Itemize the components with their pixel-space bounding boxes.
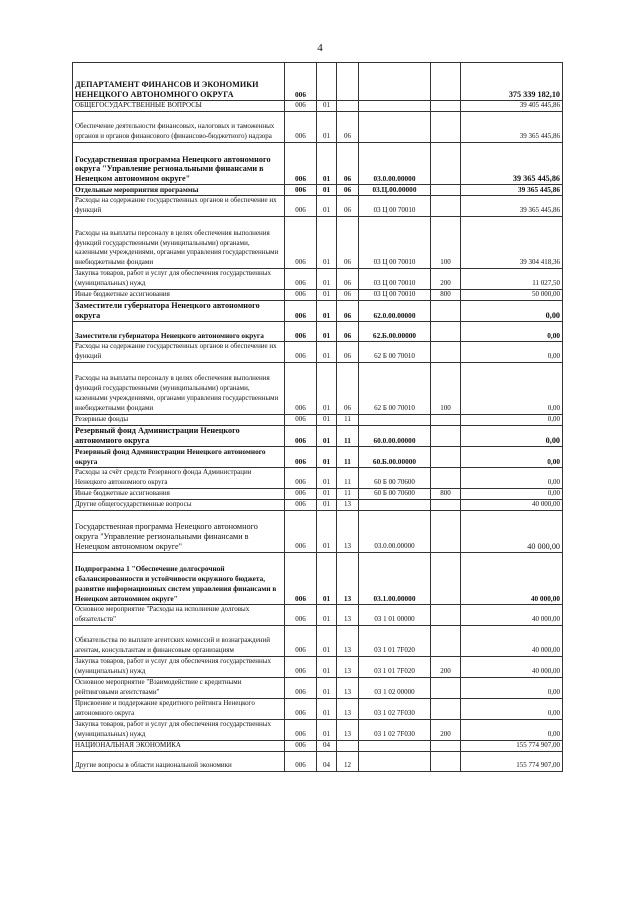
subsection-code: 13 xyxy=(337,719,359,740)
ved-code: 006 xyxy=(285,143,317,185)
table-row xyxy=(73,604,563,625)
subsection-code xyxy=(337,63,359,101)
section-code: 01 xyxy=(317,217,337,269)
amount: 39 365 445,86 xyxy=(461,112,563,143)
section-code: 01 xyxy=(317,112,337,143)
expense-type-code xyxy=(431,552,461,604)
amount: 40 000,00 xyxy=(461,552,563,604)
subsection-code: 06 xyxy=(337,112,359,143)
subsection-code xyxy=(337,101,359,112)
target-article-code: 60 Б 00 70600 xyxy=(359,467,431,488)
amount: 40 000,00 xyxy=(461,625,563,656)
item-name: Заместители губернатора Ненецкого автономного округа xyxy=(73,321,285,341)
table-row xyxy=(73,63,563,101)
table-row xyxy=(73,552,563,604)
subsection-code: 12 xyxy=(337,751,359,771)
ved-code: 006 xyxy=(285,751,317,771)
subsection-code: 13 xyxy=(337,499,359,510)
table-row xyxy=(73,499,563,510)
amount: 39 365 445,86 xyxy=(461,185,563,196)
item-name: Заместители губернатора Ненецкого автономного округа xyxy=(73,301,285,322)
subsection-code: 06 xyxy=(337,321,359,341)
page-number: 4 xyxy=(317,42,323,54)
subsection-code: 11 xyxy=(337,425,359,446)
target-article-code: 60 Б 00 70600 xyxy=(359,488,431,499)
item-name: Государственная программа Ненецкого автономного округа "Управление региональными финансами в Ненецком автономном округе" xyxy=(73,510,285,552)
ved-code: 006 xyxy=(285,719,317,740)
target-article-code: 03.Ц.00.00000 xyxy=(359,185,431,196)
amount: 0,00 xyxy=(461,467,563,488)
item-name: НАЦИОНАЛЬНАЯ ЭКОНОМИКА xyxy=(73,740,285,751)
ved-code: 006 xyxy=(285,488,317,499)
item-name: Расходы на выплаты персоналу в целях обеспечения выполнения функций государственными (муниципальными) органами, казенными учреждениями, органами управления государственными внебюджетными фондами xyxy=(73,217,285,269)
expense-type-code xyxy=(431,625,461,656)
item-name: Обязательства по выплате агентских комиссий и вознаграждений агентам, консультантам и финансовым организациям xyxy=(73,625,285,656)
subsection-code: 13 xyxy=(337,677,359,698)
item-name: Иные бюджетные ассигнования xyxy=(73,488,285,499)
expense-type-code xyxy=(431,196,461,217)
subsection-code: 06 xyxy=(337,341,359,362)
subsection-code: 13 xyxy=(337,625,359,656)
ved-code: 006 xyxy=(285,269,317,290)
table-row xyxy=(73,740,563,751)
section-code: 01 xyxy=(317,488,337,499)
item-name: Резервный фонд Администрации Ненецкого автономного округа xyxy=(73,425,285,446)
amount: 39 365 445,86 xyxy=(461,196,563,217)
table-row xyxy=(73,488,563,499)
item-name: Присвоение и поддержание кредитного рейтинга Ненецкого автономного округа xyxy=(73,698,285,719)
target-article-code xyxy=(359,499,431,510)
item-name: Отдельные мероприятия программы xyxy=(73,185,285,196)
ved-code: 006 xyxy=(285,467,317,488)
section-code: 01 xyxy=(317,290,337,301)
target-article-code: 62.0.00.00000 xyxy=(359,301,431,322)
expense-type-code: 200 xyxy=(431,719,461,740)
amount: 0,00 xyxy=(461,414,563,425)
target-article-code xyxy=(359,101,431,112)
target-article-code: 62.Б.00.00000 xyxy=(359,321,431,341)
amount: 155 774 907,00 xyxy=(461,740,563,751)
ved-code: 006 xyxy=(285,112,317,143)
expense-type-code xyxy=(431,499,461,510)
subsection-code: 13 xyxy=(337,510,359,552)
target-article-code: 60.Б.00.00000 xyxy=(359,446,431,467)
item-name: Иные бюджетные ассигнования xyxy=(73,290,285,301)
item-name: Государственная программа Ненецкого автономного округа "Управление региональными финансами в Ненецком автономном округе" xyxy=(73,143,285,185)
expense-type-code xyxy=(431,143,461,185)
subsection-code: 11 xyxy=(337,446,359,467)
ved-code: 006 xyxy=(285,196,317,217)
item-name: Расходы на содержание государственных органов и обеспечение их функций xyxy=(73,196,285,217)
expense-type-code xyxy=(431,446,461,467)
ved-code: 006 xyxy=(285,740,317,751)
section-code: 04 xyxy=(317,740,337,751)
expense-type-code xyxy=(431,604,461,625)
target-article-code: 03 1 01 00000 xyxy=(359,604,431,625)
item-name: Закупка товаров, работ и услуг для обеспечения государственных (муниципальных) нужд xyxy=(73,719,285,740)
expense-type-code xyxy=(431,751,461,771)
target-article-code: 03 1 02 7F030 xyxy=(359,719,431,740)
table-row xyxy=(73,269,563,290)
ved-code: 006 xyxy=(285,362,317,414)
section-code: 01 xyxy=(317,269,337,290)
item-name: Другие вопросы в области национальной экономики xyxy=(73,751,285,771)
subsection-code: 11 xyxy=(337,414,359,425)
expense-type-code: 100 xyxy=(431,362,461,414)
table-row xyxy=(73,751,563,771)
subsection-code: 06 xyxy=(337,290,359,301)
amount: 0,00 xyxy=(461,425,563,446)
expense-type-code xyxy=(431,341,461,362)
section-code: 01 xyxy=(317,499,337,510)
ved-code: 006 xyxy=(285,101,317,112)
ved-code: 006 xyxy=(285,604,317,625)
amount: 39 304 418,36 xyxy=(461,217,563,269)
subsection-code: 13 xyxy=(337,604,359,625)
subsection-code xyxy=(337,740,359,751)
table-row xyxy=(73,656,563,677)
table-row xyxy=(73,301,563,322)
subsection-code: 13 xyxy=(337,656,359,677)
target-article-code: 03 Ц 00 70010 xyxy=(359,196,431,217)
ved-code: 006 xyxy=(285,698,317,719)
amount: 40 000,00 xyxy=(461,656,563,677)
target-article-code: 03.1.00.00000 xyxy=(359,552,431,604)
amount: 11 027,50 xyxy=(461,269,563,290)
ved-code: 006 xyxy=(285,185,317,196)
section-code: 01 xyxy=(317,719,337,740)
amount: 0,00 xyxy=(461,698,563,719)
table-row xyxy=(73,101,563,112)
target-article-code: 03 1 02 7F030 xyxy=(359,698,431,719)
item-name: Основное мероприятие "Расходы на исполнение долговых обязательств" xyxy=(73,604,285,625)
section-code: 01 xyxy=(317,185,337,196)
table-row xyxy=(73,510,563,552)
table-row xyxy=(73,217,563,269)
section-code: 01 xyxy=(317,341,337,362)
item-name: Закупка товаров, работ и услуг для обеспечения государственных (муниципальных) нужд xyxy=(73,269,285,290)
expense-type-code xyxy=(431,414,461,425)
expense-type-code xyxy=(431,63,461,101)
target-article-code xyxy=(359,751,431,771)
table-row xyxy=(73,185,563,196)
expense-type-code: 100 xyxy=(431,217,461,269)
table-row xyxy=(73,677,563,698)
section-code: 01 xyxy=(317,425,337,446)
subsection-code: 11 xyxy=(337,467,359,488)
target-article-code: 03.0.00.00000 xyxy=(359,143,431,185)
section-code: 01 xyxy=(317,467,337,488)
expense-type-code: 200 xyxy=(431,656,461,677)
section-code: 01 xyxy=(317,321,337,341)
item-name: Резервный фонд Администрации Ненецкого автономного округа xyxy=(73,446,285,467)
section-code: 01 xyxy=(317,446,337,467)
amount: 0,00 xyxy=(461,719,563,740)
ved-code: 006 xyxy=(285,290,317,301)
expense-type-code xyxy=(431,467,461,488)
target-article-code: 60.0.00.00000 xyxy=(359,425,431,446)
expense-type-code: 800 xyxy=(431,290,461,301)
table-row xyxy=(73,362,563,414)
item-name: Обеспечение деятельности финансовых, налоговых и таможенных органов и органов финансового (финансово-бюджетного) надзора xyxy=(73,112,285,143)
target-article-code: 62 Б 00 70010 xyxy=(359,341,431,362)
table-row xyxy=(73,719,563,740)
ved-code: 006 xyxy=(285,63,317,101)
ved-code: 006 xyxy=(285,414,317,425)
ved-code: 006 xyxy=(285,656,317,677)
table-row xyxy=(73,625,563,656)
target-article-code: 03.0.00.00000 xyxy=(359,510,431,552)
table-row xyxy=(73,196,563,217)
section-code: 01 xyxy=(317,677,337,698)
expense-type-code xyxy=(431,321,461,341)
target-article-code: 03 Ц 00 70010 xyxy=(359,217,431,269)
amount: 39 365 445,86 xyxy=(461,143,563,185)
amount: 50 000,00 xyxy=(461,290,563,301)
section-code: 01 xyxy=(317,656,337,677)
section-code: 04 xyxy=(317,751,337,771)
table-row xyxy=(73,290,563,301)
target-article-code: 03 1 02 00000 xyxy=(359,677,431,698)
item-name: Расходы на содержание государственных органов и обеспечение их функций xyxy=(73,341,285,362)
target-article-code: 03 Ц 00 70010 xyxy=(359,290,431,301)
expense-type-code xyxy=(431,698,461,719)
target-article-code: 03 1 01 7F020 xyxy=(359,625,431,656)
expense-type-code xyxy=(431,112,461,143)
section-code: 01 xyxy=(317,625,337,656)
ved-code: 006 xyxy=(285,217,317,269)
ved-code: 006 xyxy=(285,499,317,510)
subsection-code: 06 xyxy=(337,196,359,217)
amount: 155 774 907,00 xyxy=(461,751,563,771)
table-row xyxy=(73,467,563,488)
subsection-code: 13 xyxy=(337,698,359,719)
amount: 0,00 xyxy=(461,488,563,499)
section-code: 01 xyxy=(317,414,337,425)
expense-type-code: 800 xyxy=(431,488,461,499)
section-code: 01 xyxy=(317,552,337,604)
subsection-code: 13 xyxy=(337,552,359,604)
section-code: 01 xyxy=(317,362,337,414)
amount: 0,00 xyxy=(461,362,563,414)
amount: 375 339 182,10 xyxy=(461,63,563,101)
item-name: ДЕПАРТАМЕНТ ФИНАНСОВ И ЭКОНОМИКИ НЕНЕЦКОГО АВТОНОМНОГО ОКРУГА xyxy=(73,63,285,101)
target-article-code xyxy=(359,112,431,143)
subsection-code: 06 xyxy=(337,185,359,196)
amount: 40 000,00 xyxy=(461,499,563,510)
section-code: 01 xyxy=(317,143,337,185)
amount: 0,00 xyxy=(461,341,563,362)
item-name: Закупка товаров, работ и услуг для обеспечения государственных (муниципальных) нужд xyxy=(73,656,285,677)
table-row xyxy=(73,143,563,185)
expense-type-code xyxy=(431,301,461,322)
target-article-code xyxy=(359,63,431,101)
expense-type-code xyxy=(431,101,461,112)
item-name: Основное мероприятие "Взаимодействие с кредитными рейтинговыми агентствами" xyxy=(73,677,285,698)
amount: 0,00 xyxy=(461,301,563,322)
ved-code: 006 xyxy=(285,321,317,341)
table-row xyxy=(73,414,563,425)
item-name: Расходы за счёт средств Резервного фонда Администрации Ненецкого автономного округа xyxy=(73,467,285,488)
ved-code: 006 xyxy=(285,341,317,362)
table-row xyxy=(73,698,563,719)
amount: 40 000,00 xyxy=(461,510,563,552)
section-code: 01 xyxy=(317,698,337,719)
expense-type-code xyxy=(431,510,461,552)
amount: 0,00 xyxy=(461,677,563,698)
amount: 0,00 xyxy=(461,446,563,467)
section-code: 01 xyxy=(317,196,337,217)
ved-code: 006 xyxy=(285,625,317,656)
subsection-code: 06 xyxy=(337,217,359,269)
amount: 39 405 445,86 xyxy=(461,101,563,112)
section-code: 01 xyxy=(317,101,337,112)
item-name: Резервные фонды xyxy=(73,414,285,425)
ved-code: 006 xyxy=(285,425,317,446)
target-article-code xyxy=(359,414,431,425)
expense-type-code xyxy=(431,740,461,751)
amount: 0,00 xyxy=(461,321,563,341)
table-row xyxy=(73,425,563,446)
target-article-code: 03 Ц 00 70010 xyxy=(359,269,431,290)
ved-code: 006 xyxy=(285,510,317,552)
expense-type-code xyxy=(431,425,461,446)
section-code xyxy=(317,63,337,101)
subsection-code: 06 xyxy=(337,362,359,414)
item-name: Расходы на выплаты персоналу в целях обеспечения выполнения функций государственными (муниципальными) органами, казенными учреждениями, органами управления государственными внебюджетными фондами xyxy=(73,362,285,414)
section-code: 01 xyxy=(317,604,337,625)
expense-type-code: 200 xyxy=(431,269,461,290)
ved-code: 006 xyxy=(285,677,317,698)
section-code: 01 xyxy=(317,510,337,552)
ved-code: 006 xyxy=(285,552,317,604)
budget-table xyxy=(72,62,563,772)
section-code: 01 xyxy=(317,301,337,322)
table-row xyxy=(73,341,563,362)
subsection-code: 06 xyxy=(337,269,359,290)
target-article-code: 03 1 01 7F020 xyxy=(359,656,431,677)
target-article-code: 62 Б 00 70010 xyxy=(359,362,431,414)
target-article-code xyxy=(359,740,431,751)
table-row xyxy=(73,446,563,467)
amount: 40 000,00 xyxy=(461,604,563,625)
ved-code: 006 xyxy=(285,446,317,467)
subsection-code: 06 xyxy=(337,143,359,185)
subsection-code: 06 xyxy=(337,301,359,322)
table-row xyxy=(73,321,563,341)
item-name: Другие общегосударственные вопросы xyxy=(73,499,285,510)
item-name: ОБЩЕГОСУДАРСТВЕННЫЕ ВОПРОСЫ xyxy=(73,101,285,112)
table-row xyxy=(73,112,563,143)
expense-type-code xyxy=(431,185,461,196)
subsection-code: 11 xyxy=(337,488,359,499)
item-name: Подпрограмма 1 "Обеспечение долгосрочной сбалансированности и устойчивости окружного бюджета, развитие информационных систем управления финансами в Ненецком автономном округе" xyxy=(73,552,285,604)
expense-type-code xyxy=(431,677,461,698)
ved-code: 006 xyxy=(285,301,317,322)
